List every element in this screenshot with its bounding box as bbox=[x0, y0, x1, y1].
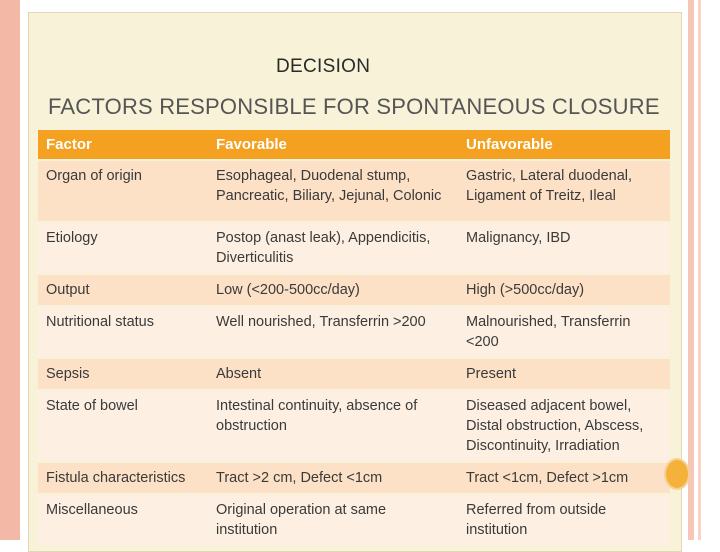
cell-favorable: Esophageal, Duodenal stump, Pancreatic, Biliary, Jejunal, Colonic bbox=[208, 160, 458, 222]
cell-factor: Fistula characteristics bbox=[38, 462, 208, 494]
cell-factor: Output bbox=[38, 274, 208, 306]
table-row bbox=[38, 274, 670, 306]
header-factor: Factor bbox=[38, 130, 208, 160]
cell-factor: Etiology bbox=[38, 222, 208, 274]
cell-favorable: Postop (anast leak), Appendicitis, Diverticulitis bbox=[208, 222, 458, 274]
cell-unfavorable: High (>500cc/day) bbox=[458, 274, 670, 306]
table-row bbox=[38, 222, 670, 274]
table-row bbox=[38, 390, 670, 462]
cell-favorable: Low (<200-500cc/day) bbox=[208, 274, 458, 306]
cell-favorable: Intestinal continuity, absence of obstruction bbox=[208, 390, 458, 462]
left-decorative-border bbox=[0, 0, 20, 540]
cell-unfavorable: Gastric, Lateral duodenal, Ligament of Treitz, Ileal bbox=[458, 160, 670, 222]
table-row bbox=[38, 358, 670, 390]
cell-factor: Organ of origin bbox=[38, 160, 208, 222]
factors-table-container bbox=[38, 130, 670, 545]
cell-unfavorable: Malignancy, IBD bbox=[458, 222, 670, 274]
slide-subtitle: FACTORS RESPONSIBLE FOR SPONTANEOUS CLOSURE bbox=[48, 94, 660, 119]
slide-title: DECISION bbox=[276, 56, 371, 77]
table-header-row bbox=[38, 130, 670, 160]
table-row bbox=[38, 462, 670, 494]
cell-factor: Nutritional status bbox=[38, 306, 208, 358]
table-row bbox=[38, 494, 670, 545]
header-unfavorable: Unfavorable bbox=[458, 130, 670, 160]
header-favorable: Favorable bbox=[208, 130, 458, 160]
cell-favorable: Tract >2 cm, Defect <1cm bbox=[208, 462, 458, 494]
right-decorative-border bbox=[688, 0, 720, 540]
table-row bbox=[38, 160, 670, 222]
cell-unfavorable: Malnourished, Transferrin <200 bbox=[458, 306, 670, 358]
cell-favorable: Absent bbox=[208, 358, 458, 390]
cell-favorable: Original operation at same institution bbox=[208, 494, 458, 545]
factors-table bbox=[38, 130, 670, 545]
table-row bbox=[38, 306, 670, 358]
cell-factor: Miscellaneous bbox=[38, 494, 208, 545]
cell-unfavorable: Present bbox=[458, 358, 670, 390]
cell-favorable: Well nourished, Transferrin >200 bbox=[208, 306, 458, 358]
cell-factor: State of bowel bbox=[38, 390, 208, 462]
cell-factor: Sepsis bbox=[38, 358, 208, 390]
cell-unfavorable: Tract <1cm, Defect >1cm bbox=[458, 462, 670, 494]
cell-unfavorable: Referred from outside institution bbox=[458, 494, 670, 545]
decorative-circle bbox=[664, 458, 690, 490]
cell-unfavorable: Diseased adjacent bowel, Distal obstruction, Abscess, Discontinuity, Irradiation bbox=[458, 390, 670, 462]
